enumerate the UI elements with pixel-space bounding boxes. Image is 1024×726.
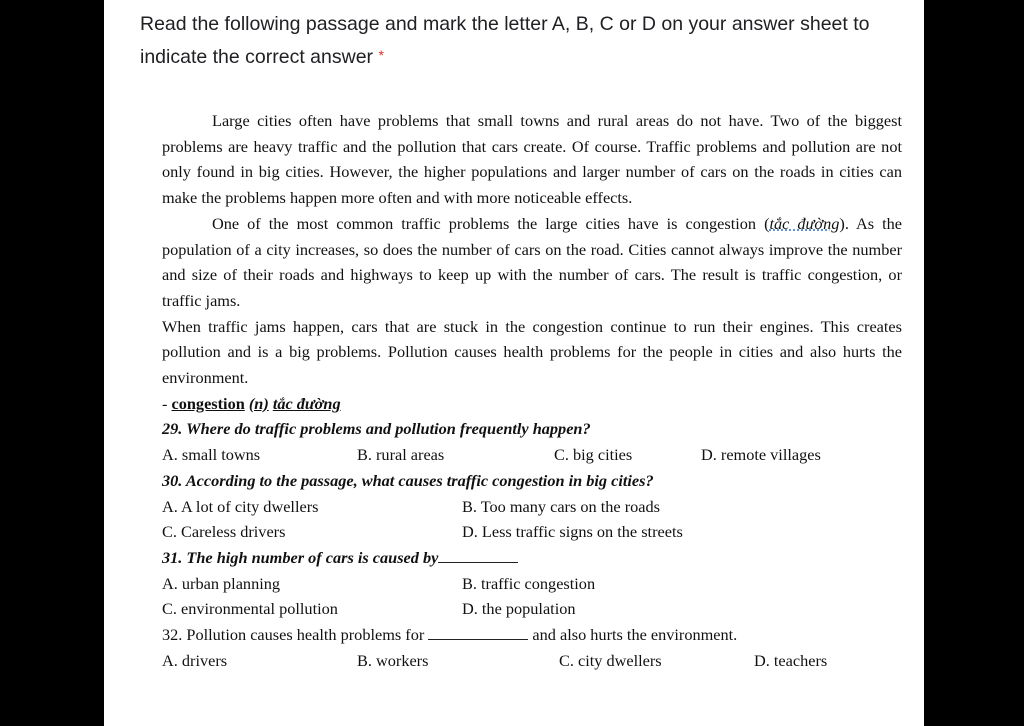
q32-option-c: C. city dwellers <box>559 650 662 670</box>
question-31-options-ab <box>162 571 902 597</box>
question-32-options <box>162 648 902 674</box>
glossary-meaning: tắc đường <box>272 393 341 413</box>
glossary-pos: (n) <box>248 393 269 413</box>
question-30-options-cd <box>162 519 902 545</box>
q31-option-b: B. traffic congestion <box>462 573 596 593</box>
p2-vocab: tắc đường <box>769 213 840 233</box>
q30-option-b: B. Too many cars on the roads <box>462 496 660 516</box>
question-30-stem: 30. According to the passage, what causes traffic congestion in big cities? <box>162 470 654 490</box>
question-31-options-cd <box>162 596 902 622</box>
q29-option-b: B. rural areas <box>357 445 445 465</box>
q30-option-d: D. Less traffic signs on the streets <box>462 522 683 542</box>
p2-text-before: One of the most common traffic problems the large cities have is congestion ( <box>212 213 770 233</box>
passage-paragraph-2 <box>162 211 902 314</box>
q32-blank <box>428 623 528 640</box>
p2-text-after: ). As the population of a city increases, so does the number of cars on the road. Cities cannot always improve the number and size of their roads and highways to keep up with the number of cars. The result is traffic congestion, or traffic jams. <box>162 213 903 310</box>
required-asterisk: * <box>378 47 384 63</box>
glossary-prefix: - <box>162 393 172 413</box>
q31-option-d: D. the population <box>462 599 576 619</box>
right-backdrop <box>924 0 1024 726</box>
passage-image <box>162 108 902 673</box>
q32-stem-before: 32. Pollution causes health problems for <box>162 624 425 644</box>
q32-stem-after: and also hurts the environment. <box>532 624 738 644</box>
q32-option-a: A. drivers <box>162 650 228 670</box>
question-card <box>104 0 924 726</box>
q29-option-a: A. small towns <box>162 445 261 465</box>
q31-blank <box>438 546 518 563</box>
glossary-line <box>162 391 902 417</box>
left-backdrop <box>0 0 104 726</box>
q29-option-c: C. big cities <box>554 445 633 465</box>
q29-option-d: D. remote villages <box>701 445 821 465</box>
passage-paragraph-3: When traffic jams happen, cars that are stuck in the congestion continue to run their engines. This creates pollution and is a big problems. Pollution causes health problems for the people in cities and also hurts the environment. <box>162 316 902 388</box>
q30-option-a: A. A lot of city dwellers <box>162 496 319 516</box>
glossary-word: congestion <box>171 393 245 413</box>
q31-option-a: A. urban planning <box>162 573 281 593</box>
question-29-options <box>162 442 902 468</box>
question-30-options-ab <box>162 494 902 520</box>
question-29-stem: 29. Where do traffic problems and pollution frequently happen? <box>162 419 591 439</box>
question-32-stem <box>162 622 902 648</box>
q32-option-d: D. teachers <box>754 650 828 670</box>
question-title-text: Read the following passage and mark the letter A, B, C or D on your answer sheet to indicate the correct answer <box>140 13 870 68</box>
q31-option-c: C. environmental pollution <box>162 599 338 619</box>
q31-stem-text: 31. The high number of cars is caused by <box>162 547 439 567</box>
q32-option-b: B. workers <box>357 650 429 670</box>
q30-option-c: C. Careless drivers <box>162 522 286 542</box>
passage-paragraph-1: Large cities often have problems that small towns and rural areas do not have. Two of the biggest problems are heavy traffic and the pollution that cars create. Of course. Traffic problems and pollution are not only found in big cities. However, the higher populations and larger number of cars on the roads in cities can make the problems happen more often and with more noticeable effects. <box>162 111 902 208</box>
question-31-stem <box>162 545 902 571</box>
question-title <box>140 8 900 74</box>
